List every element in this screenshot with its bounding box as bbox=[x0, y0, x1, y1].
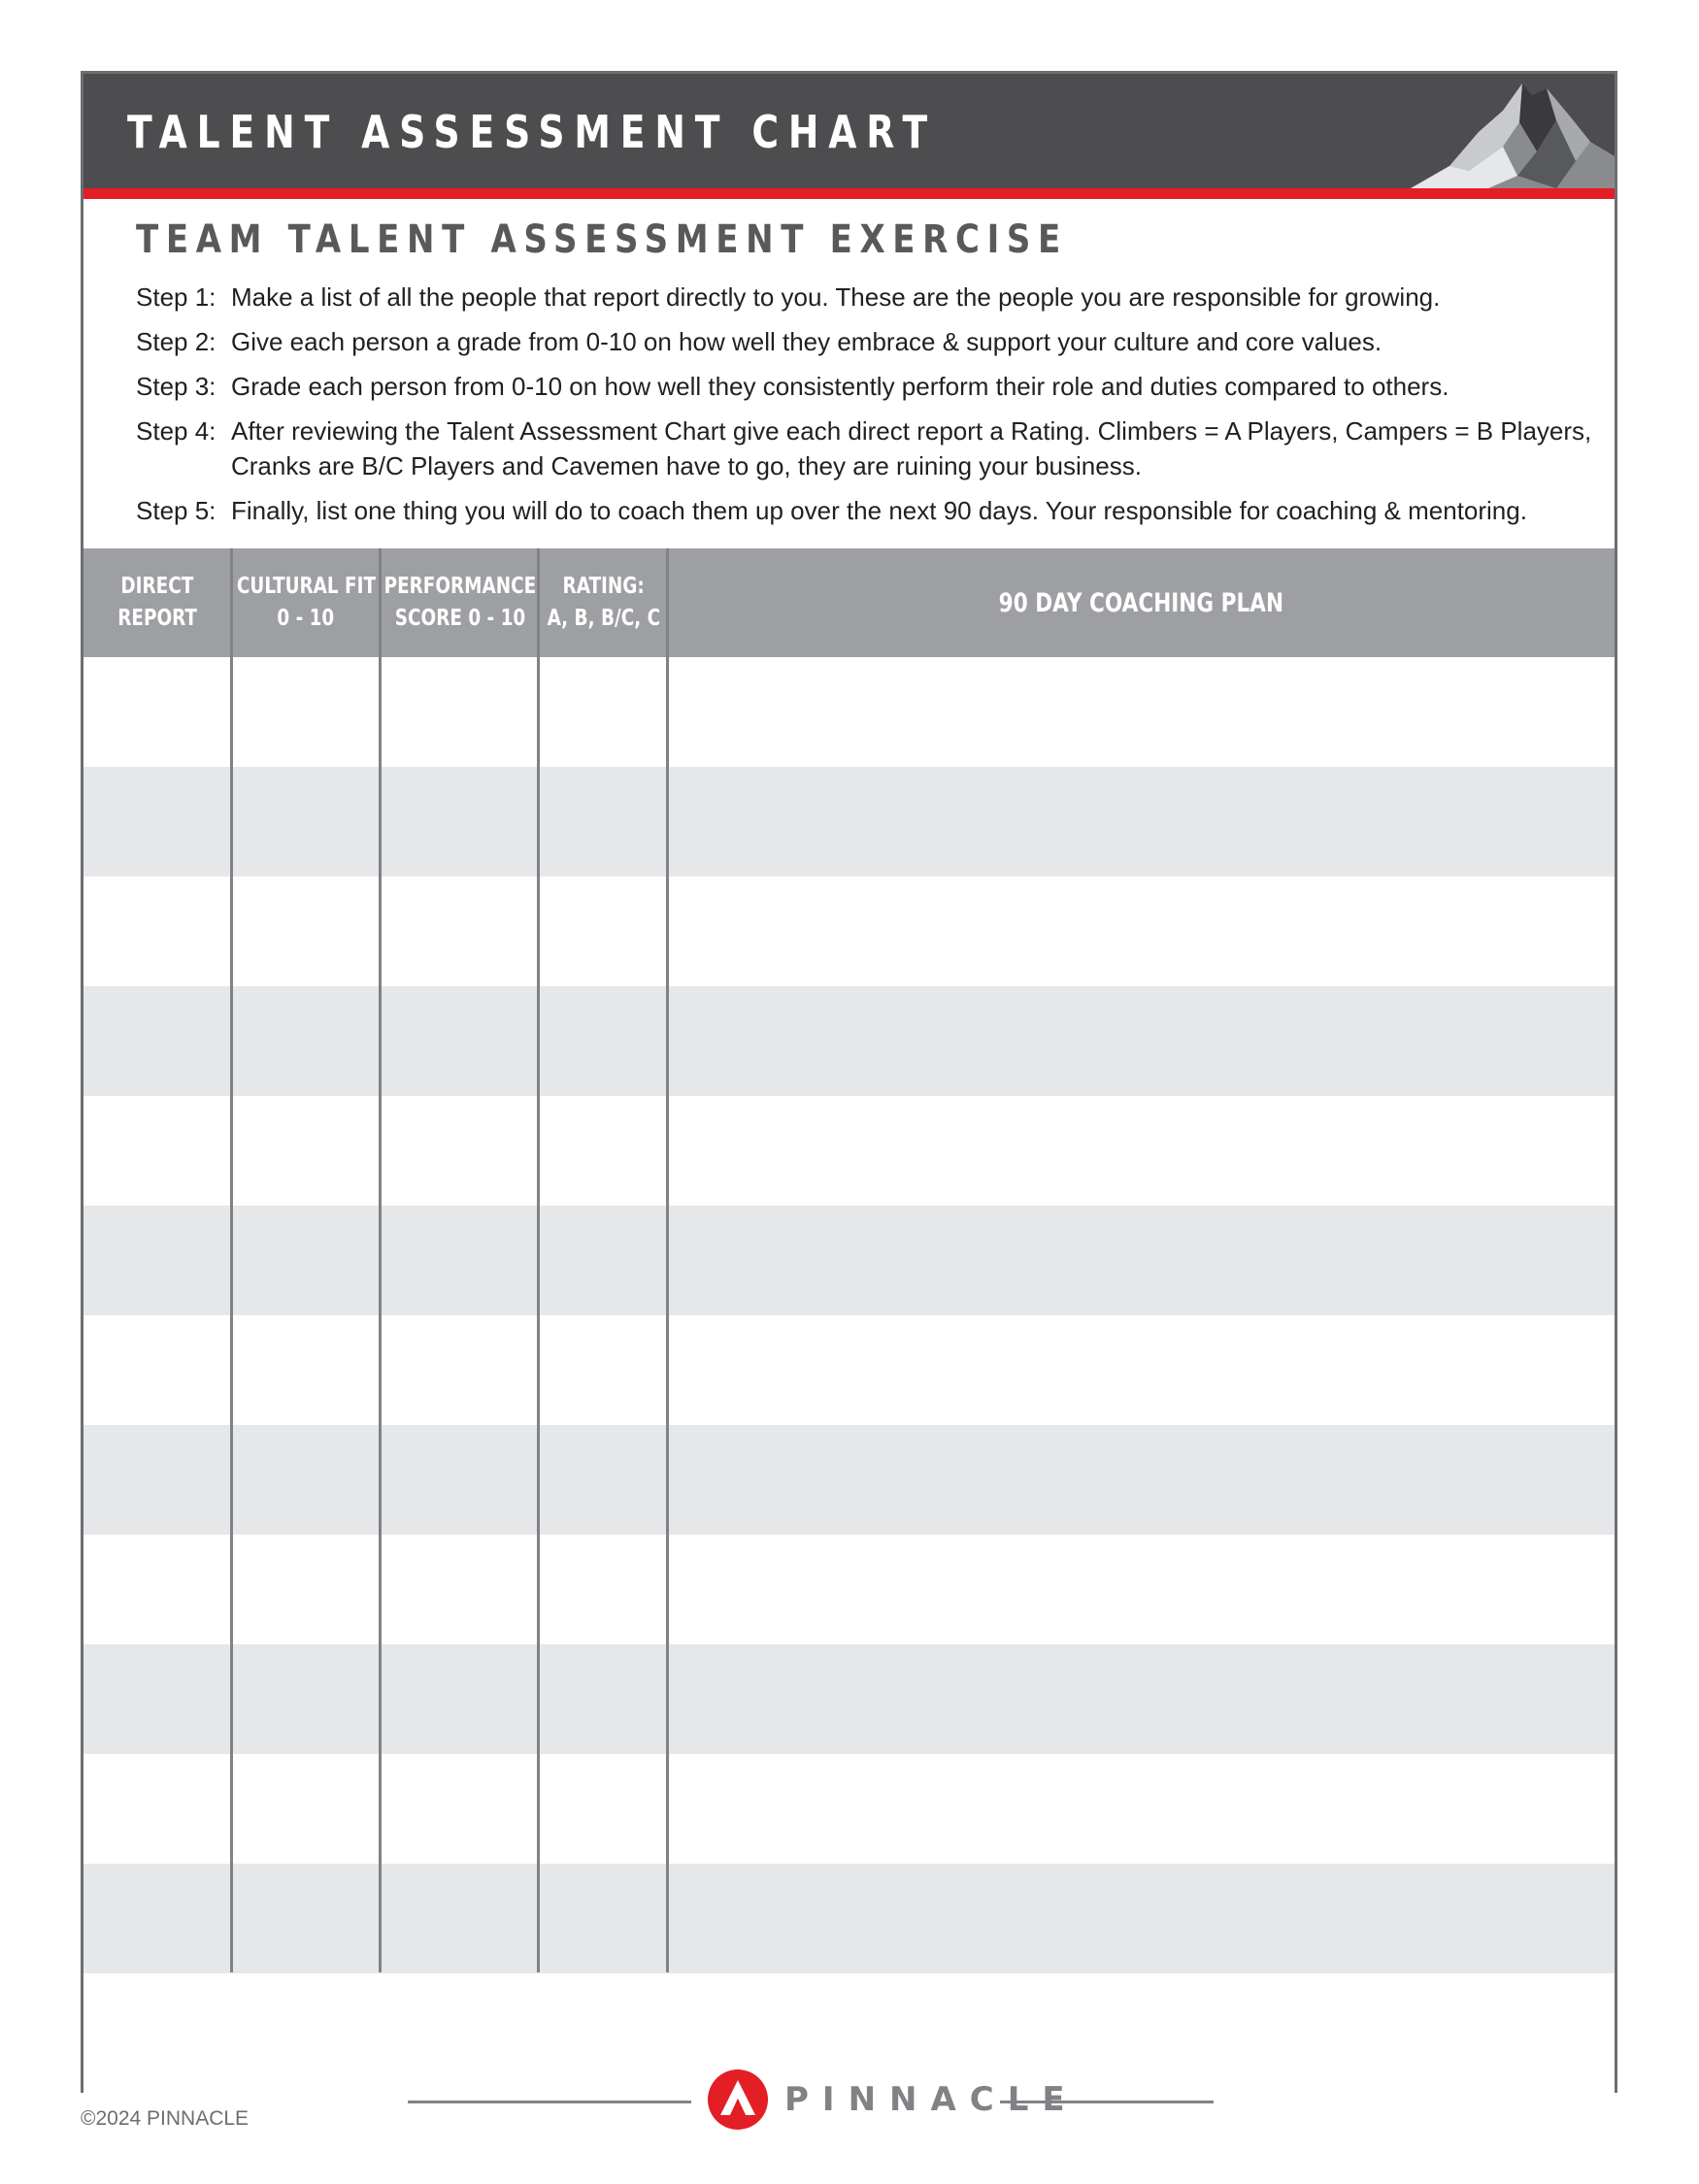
step-item bbox=[136, 414, 1612, 483]
step-label: Step 2: bbox=[136, 327, 217, 356]
footer-rule-left bbox=[408, 2101, 691, 2103]
table-row[interactable] bbox=[83, 1754, 1615, 1864]
column-divider bbox=[379, 548, 382, 1972]
table-row[interactable] bbox=[83, 1096, 1615, 1206]
step-text: Make a list of all the people that report directly to you. These are the people you are responsible for growing. bbox=[231, 282, 1441, 312]
pinnacle-logo-icon bbox=[707, 2068, 769, 2131]
table-row[interactable] bbox=[83, 1644, 1615, 1754]
copyright-text: ©2024 PINNACLE bbox=[81, 2107, 250, 2130]
column-header-performance: PERFORMANCE SCORE 0 - 10 bbox=[383, 574, 536, 631]
header-banner bbox=[83, 74, 1615, 188]
step-text: After reviewing the Talent Assessment Chart give each direct report a Rating. Climbers = A Players, Campers = B Players, Cranks are B/C Players and Cavemen have to go, they are ruining your business. bbox=[231, 416, 1592, 480]
step-item bbox=[136, 369, 1612, 404]
header-accent-bar bbox=[83, 188, 1615, 199]
column-header-cultural-fit: CULTURAL FIT 0 - 10 bbox=[236, 574, 376, 631]
step-text: Give each person a grade from 0-10 on how well they embrace & support your culture and core values. bbox=[231, 327, 1383, 356]
table-row[interactable] bbox=[83, 1206, 1615, 1315]
page-title: TALENT ASSESSMENT CHART bbox=[127, 106, 938, 158]
step-label: Step 5: bbox=[136, 496, 217, 525]
step-label: Step 4: bbox=[136, 416, 217, 446]
table-row[interactable] bbox=[83, 1864, 1615, 1973]
column-divider bbox=[537, 548, 540, 1972]
table-header bbox=[83, 548, 1615, 657]
table-row[interactable] bbox=[83, 1425, 1615, 1535]
step-label: Step 3: bbox=[136, 372, 217, 401]
table-row[interactable] bbox=[83, 767, 1615, 877]
column-divider bbox=[666, 548, 669, 1972]
footer-brand: PINNACLE bbox=[784, 2080, 1079, 2119]
step-text: Finally, list one thing you will do to coach them up over the next 90 days. Your responsible for coaching & mentoring. bbox=[231, 496, 1527, 525]
table-row[interactable] bbox=[83, 657, 1615, 767]
step-item bbox=[136, 324, 1612, 359]
step-text: Grade each person from 0-10 on how well they consistently perform their role and duties compared to others. bbox=[231, 372, 1449, 401]
table-row[interactable] bbox=[83, 1535, 1615, 1644]
column-header-direct-report: DIRECT REPORT bbox=[117, 574, 197, 631]
step-item bbox=[136, 493, 1612, 528]
mountain-image bbox=[1411, 74, 1615, 188]
table-row[interactable] bbox=[83, 1315, 1615, 1425]
section-title: TEAM TALENT ASSESSMENT EXERCISE bbox=[136, 217, 1068, 262]
step-label: Step 1: bbox=[136, 282, 217, 312]
table-row[interactable] bbox=[83, 877, 1615, 986]
column-header-rating: RATING: A, B, B/C, C bbox=[547, 574, 660, 631]
column-header-coaching-plan: 90 DAY COACHING PLAN bbox=[998, 587, 1284, 618]
table-row[interactable] bbox=[83, 986, 1615, 1096]
steps-list bbox=[136, 280, 1612, 538]
step-item bbox=[136, 280, 1612, 314]
column-divider bbox=[230, 548, 233, 1972]
